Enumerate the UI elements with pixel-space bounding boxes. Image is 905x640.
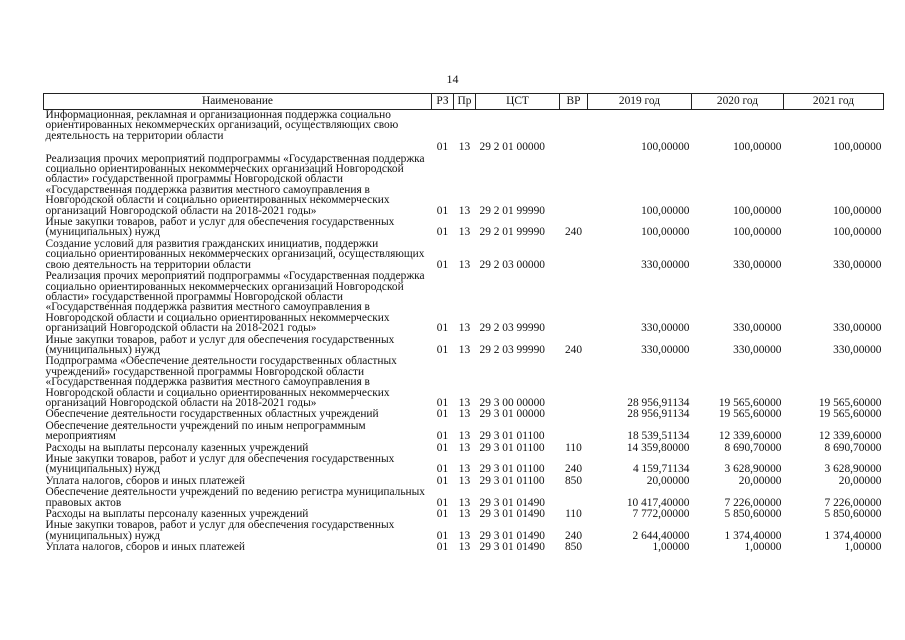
row-name: Иные закупки товаров, работ и услуг для обеспечения государственных (муниципальных) нужд (45, 453, 395, 476)
row-name: Подпрограмма «Обеспечение деятельности государственных областных учреждений» государственной программы Новгородской области «Государственная поддержка развития местного самоуправления в Новгородской области и социально ориентированных некоммерческих организаций Новгородской области на 2018-2021 годы» (45, 355, 397, 409)
row-2021: 100,00000 (833, 204, 882, 217)
row-2020: 3 628,90000 (724, 463, 782, 476)
table-row (44, 154, 884, 217)
row-vr (560, 142, 588, 153)
row-rz: 01 (436, 541, 449, 554)
table-row (44, 217, 884, 239)
row-rz: 01 (436, 226, 449, 239)
row-2020: 100,00000 (733, 141, 782, 154)
row-name: Уплата налогов, сборов и иных платежей (45, 541, 245, 554)
row-2020: 19 565,60000 (718, 396, 782, 409)
row-2021: 20,00000 (838, 474, 882, 487)
row-name: Иные закупки товаров, работ и услуг для обеспечения государственных (муниципальных) нужд (45, 333, 395, 356)
row-rz: 01 (436, 496, 449, 509)
row-2021: 330,00000 (833, 343, 882, 356)
row-2020: 12 339,60000 (718, 430, 782, 443)
row-pr: 13 (458, 343, 471, 356)
row-vr (560, 421, 588, 443)
row-2020: 1,00000 (744, 541, 782, 554)
table-row (44, 520, 884, 542)
row-cst: 29 3 01 01490 (479, 496, 545, 509)
row-vr: 850 (564, 474, 583, 487)
row-2019: 10 417,40000 (626, 496, 690, 509)
row-2019: 1,00000 (652, 541, 690, 554)
row-2021: 330,00000 (833, 322, 882, 335)
row-2019: 28 956,91134 (627, 396, 690, 409)
row-2019: 330,00000 (641, 343, 690, 356)
row-pr (454, 110, 476, 143)
row-cst: 29 3 01 01490 (479, 508, 545, 521)
row-2021: 100,00000 (833, 226, 882, 239)
table-row (44, 239, 884, 271)
row-2021: 12 339,60000 (818, 430, 882, 443)
row-2019: 20,00000 (646, 474, 690, 487)
table-row (44, 271, 884, 334)
row-2020: 19 565,60000 (718, 408, 782, 421)
row-2021 (784, 110, 884, 143)
row-2019: 100,00000 (641, 226, 690, 239)
row-name: Иные закупки товаров, работ и услуг для обеспечения государственных (муниципальных) нужд (45, 216, 395, 239)
row-pr: 13 (458, 430, 471, 443)
row-2019: 100,00000 (641, 141, 690, 154)
table-row (44, 542, 884, 553)
row-vr (560, 409, 588, 420)
row-2021: 100,00000 (833, 141, 882, 154)
row-pr: 13 (458, 226, 471, 239)
row-name: Расходы на выплаты персоналу казенных учреждений (45, 508, 309, 521)
row-2019: 18 539,51134 (627, 430, 690, 443)
row-2019: 7 772,00000 (632, 508, 690, 521)
table-row (44, 487, 884, 509)
header-cst: ЦСТ (476, 94, 560, 110)
table-header-row (44, 94, 884, 110)
header-2021: 2021 год (784, 94, 884, 110)
row-vr (560, 110, 588, 143)
row-2019: 100,00000 (641, 204, 690, 217)
table-row (44, 356, 884, 409)
table-row (44, 421, 884, 443)
budget-table (43, 93, 884, 554)
row-rz: 01 (436, 430, 449, 443)
row-vr: 110 (565, 441, 582, 454)
row-vr: 240 (564, 226, 583, 239)
row-2020: 8 690,70000 (724, 441, 782, 454)
row-vr: 110 (565, 508, 582, 521)
table-row (44, 335, 884, 357)
row-name (44, 142, 432, 153)
header-vr: ВР (560, 94, 588, 110)
row-vr: 240 (564, 343, 583, 356)
row-rz: 01 (436, 343, 449, 356)
row-2021: 1,00000 (844, 541, 882, 554)
table-row (44, 454, 884, 476)
row-2019: 14 359,80000 (626, 441, 690, 454)
row-rz: 01 (436, 258, 449, 271)
row-pr: 13 (458, 408, 471, 421)
row-2021: 19 565,60000 (818, 396, 882, 409)
row-name: Создание условий для развития гражданских инициатив, поддержки социально ориентированных некоммерческих организаций, осуществляющих свою деятельность на территории области (45, 237, 425, 271)
row-vr (560, 487, 588, 509)
row-rz: 01 (436, 474, 449, 487)
row-cst: 29 2 03 00000 (479, 258, 545, 271)
row-cst: 29 2 01 00000 (479, 141, 545, 154)
row-cst: 29 3 01 01100 (479, 463, 545, 476)
row-vr (560, 356, 588, 409)
row-cst: 29 3 00 00000 (479, 396, 545, 409)
row-name: Обеспечение деятельности государственных областных учреждений (45, 408, 379, 421)
row-2020: 330,00000 (733, 258, 782, 271)
table-body (44, 110, 884, 554)
row-2020: 100,00000 (733, 204, 782, 217)
row-cst: 29 2 01 99990 (479, 204, 545, 217)
row-cst: 29 3 01 01100 (479, 474, 545, 487)
row-2019: 330,00000 (641, 322, 690, 335)
row-vr: 240 (564, 463, 583, 476)
row-cst: 29 2 03 99990 (479, 322, 545, 335)
header-2020: 2020 год (692, 94, 784, 110)
row-2020: 20,00000 (738, 474, 782, 487)
row-2021: 330,00000 (833, 258, 882, 271)
row-rz: 01 (436, 441, 449, 454)
row-vr: 240 (564, 529, 583, 542)
row-pr: 13 (458, 529, 471, 542)
row-name: Информационная, рекламная и организационная поддержка социально ориентированных некоммерческих организаций, осуществляющих свою деятельность на территории области (45, 109, 399, 142)
row-name: Обеспечение деятельности учреждений по иным непрограммным мероприятиям (45, 419, 366, 443)
row-rz: 01 (436, 508, 449, 521)
row-2020: 7 226,00000 (724, 496, 782, 509)
row-2020 (692, 110, 784, 143)
row-rz: 01 (436, 408, 449, 421)
row-pr: 13 (458, 541, 471, 554)
row-pr: 13 (458, 258, 471, 271)
row-vr (560, 239, 588, 271)
row-pr: 13 (458, 463, 471, 476)
row-name: Обеспечение деятельности учреждений по ведению регистра муниципальных правовых актов (45, 486, 426, 509)
row-pr: 13 (458, 322, 471, 335)
row-pr: 13 (458, 496, 471, 509)
row-cst: 29 2 03 99990 (479, 343, 545, 356)
row-cst (476, 110, 560, 143)
row-name: Уплата налогов, сборов и иных платежей (45, 474, 245, 487)
row-vr (560, 154, 588, 217)
row-vr: 850 (564, 541, 583, 554)
row-pr: 13 (458, 141, 471, 154)
header-2019: 2019 год (588, 94, 692, 110)
row-vr (560, 271, 588, 334)
row-name: Реализация прочих мероприятий подпрограммы «Государственная поддержка социально ориентированных некоммерческих организаций Новгородской области» государственной программы Новгородской области «Государственная поддержка развития местного самоуправления в Новгородской области и социально ориентированных некоммерческих организаций Новгородской области на 2018-2021 годы» (45, 152, 425, 217)
row-rz: 01 (436, 141, 449, 154)
row-2021: 1 374,40000 (824, 529, 882, 542)
row-cst: 29 3 01 01100 (479, 430, 545, 443)
row-2021: 3 628,90000 (824, 463, 882, 476)
page-number: 14 (446, 72, 459, 86)
row-rz: 01 (436, 396, 449, 409)
row-2021: 7 226,00000 (824, 496, 882, 509)
row-cst: 29 2 01 99990 (479, 226, 545, 239)
row-rz: 01 (436, 529, 449, 542)
row-2019: 2 644,40000 (632, 529, 690, 542)
row-2021: 5 850,60000 (824, 508, 882, 521)
row-2021: 19 565,60000 (818, 408, 882, 421)
row-pr: 13 (458, 396, 471, 409)
header-pr: Пр (454, 94, 476, 110)
row-cst: 29 3 01 01100 (479, 441, 545, 454)
row-2019: 28 956,91134 (627, 408, 690, 421)
table-row (44, 110, 884, 143)
row-rz (432, 110, 454, 143)
row-2020: 330,00000 (733, 343, 782, 356)
row-2020: 100,00000 (733, 226, 782, 239)
row-name: Расходы на выплаты персоналу казенных учреждений (45, 441, 309, 454)
table-row (44, 142, 884, 153)
row-cst: 29 3 01 01490 (479, 529, 545, 542)
row-2019: 330,00000 (641, 258, 690, 271)
row-2020: 330,00000 (733, 322, 782, 335)
row-cst: 29 3 01 01490 (479, 541, 545, 554)
row-2020: 1 374,40000 (724, 529, 782, 542)
row-name: Реализация прочих мероприятий подпрограммы «Государственная поддержка социально ориентированных некоммерческих организаций Новгородской области» государственной программы Новгородской области «Государственная поддержка развития местного самоуправления в Новгородской области и социально ориентированных некоммерческих организаций Новгородской области на 2018-2021 годы» (45, 270, 425, 335)
row-pr: 13 (458, 204, 471, 217)
row-pr: 13 (458, 508, 471, 521)
row-rz: 01 (436, 322, 449, 335)
row-rz: 01 (436, 204, 449, 217)
row-pr: 13 (458, 474, 471, 487)
header-rz: РЗ (432, 94, 454, 110)
row-name: Иные закупки товаров, работ и услуг для обеспечения государственных (муниципальных) нужд (45, 519, 395, 542)
row-cst: 29 3 01 00000 (479, 408, 545, 421)
row-2020: 5 850,60000 (724, 508, 782, 521)
row-pr: 13 (458, 441, 471, 454)
row-2019: 4 159,71134 (632, 463, 690, 476)
header-name: Наименование (44, 94, 432, 110)
row-2021: 8 690,70000 (824, 441, 882, 454)
row-2019 (588, 110, 692, 143)
row-rz: 01 (436, 463, 449, 476)
